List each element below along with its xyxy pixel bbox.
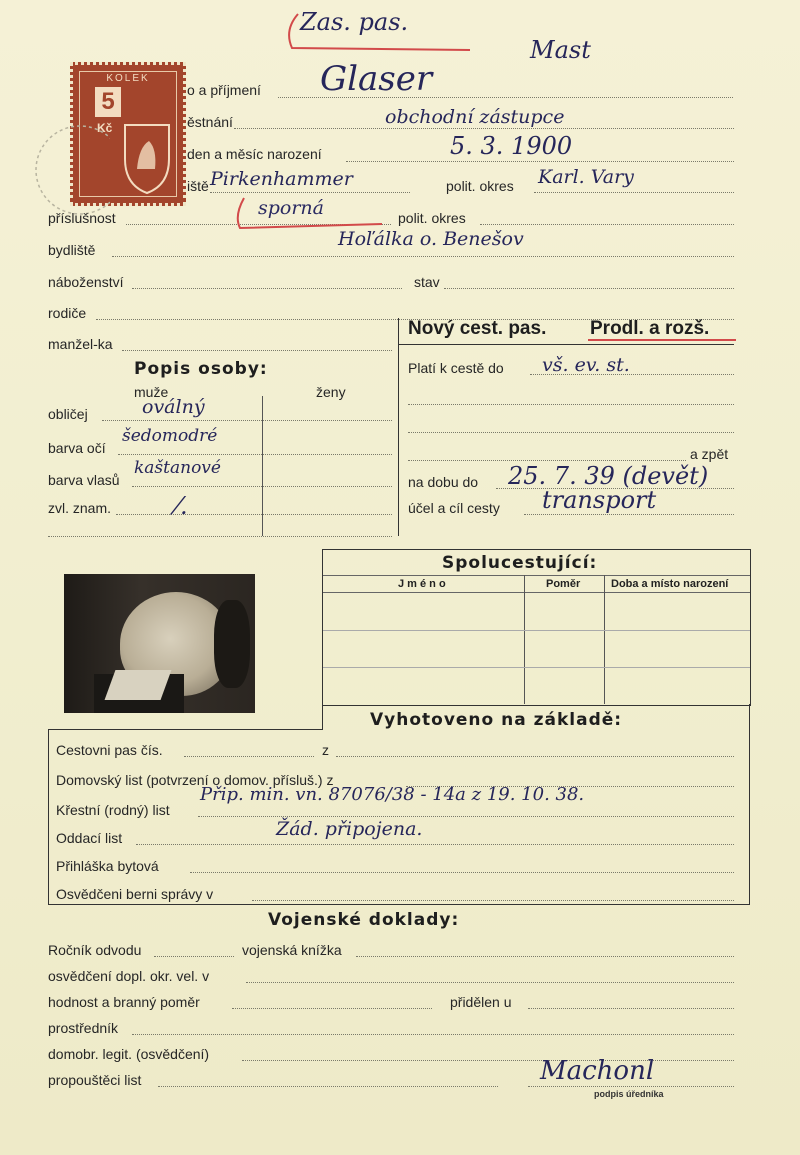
- label-cert: osvědčení dopl. okr. vel. v: [48, 968, 210, 984]
- annotation-right: Mast: [530, 36, 591, 64]
- value-citizenship: sporná: [258, 197, 324, 219]
- value-occupation: obchodní zástupce: [385, 106, 565, 128]
- value-name: Glaser: [320, 59, 433, 99]
- label-housing: Přihláška bytová: [56, 858, 159, 874]
- label-tax: Osvědčeni berni správy v: [56, 886, 214, 902]
- value-hair: kaštanové: [134, 458, 221, 478]
- companions-col-birth: Doba a místo narození: [611, 578, 729, 590]
- label-until: na dobu do: [408, 474, 479, 490]
- label-birthdate: den a měsíc narození: [187, 146, 322, 162]
- value-eyes: šedomodré: [122, 426, 218, 446]
- label-intermediary: prostředník: [48, 1020, 119, 1036]
- companions-col-name: J m é n o: [398, 578, 446, 590]
- portrait-photo: [64, 574, 255, 713]
- value-valid: vš. ev. st.: [542, 354, 630, 376]
- label-face: obličej: [48, 406, 88, 422]
- label-passport-no: Cestovni pas čís.: [56, 742, 163, 758]
- value-district1: Karl. Vary: [538, 166, 634, 188]
- value-birthdate: 5. 3. 1900: [450, 132, 573, 160]
- postmark-circle: [20, 110, 113, 220]
- passport-title: Nový cest. pas.: [408, 318, 547, 339]
- value-residence: Hoľálka o. Benešov: [338, 228, 524, 250]
- label-hair: barva vlasů: [48, 472, 120, 488]
- value-until: 25. 7. 39 (devět): [508, 462, 709, 490]
- description-title: Popis osoby:: [134, 359, 268, 379]
- stamp-currency: Kč: [97, 121, 113, 135]
- col-women: ženy: [316, 384, 346, 400]
- label-assigned: přidělen u: [450, 994, 512, 1010]
- label-residence: bydliště: [48, 242, 96, 258]
- label-marriage: Oddací list: [56, 830, 123, 846]
- military-title: Vojenské doklady:: [268, 910, 460, 930]
- label-rank: hodnost a branný poměr: [48, 994, 200, 1010]
- red-bracket-mark: [280, 8, 480, 58]
- stamp-value: 5: [95, 87, 121, 117]
- label-domicile: Domovský list (potvrzení o domov. přísluš.) z: [56, 772, 334, 788]
- value-purpose: transport: [542, 486, 657, 514]
- label-return: a zpět: [690, 446, 729, 462]
- label-district1: polit. okres: [446, 178, 514, 194]
- label-name: o a příjmení: [187, 82, 261, 98]
- label-district2: polit. okres: [398, 210, 466, 226]
- value-baptism: Přip. min. vn. 87076/38 - 14a z 19. 10. 38.: [200, 784, 585, 805]
- label-book: vojenská knížka: [242, 942, 342, 958]
- stamp-text: KOLEK: [106, 73, 150, 84]
- official-signature: Machonl: [540, 1056, 655, 1086]
- label-religion: náboženství: [48, 274, 124, 290]
- label-citizenship: příslušnost: [48, 210, 116, 226]
- passport-title-extra: Prodl. a rozš.: [590, 318, 710, 339]
- label-birthplace: iště: [187, 178, 209, 194]
- companions-title: Spolucestující:: [442, 553, 598, 573]
- label-year: Ročník odvodu: [48, 942, 142, 958]
- value-birthplace: Pirkenhammer: [210, 168, 353, 190]
- lion-emblem-icon: [117, 119, 177, 195]
- label-purpose: účel a cíl cesty: [408, 500, 500, 516]
- signature-label: podpis úředníka: [594, 1089, 664, 1099]
- label-marks: zvl. znam.: [48, 500, 112, 516]
- issued-title: Vyhotoveno na základě:: [370, 710, 623, 730]
- value-face: oválný: [142, 396, 205, 418]
- label-status: stav: [414, 274, 440, 290]
- label-eyes: barva očí: [48, 440, 106, 456]
- label-discharge: propouštěci list: [48, 1072, 142, 1088]
- label-spouse: manžel-ka: [48, 336, 113, 352]
- label-passport-from: z: [322, 742, 329, 758]
- label-parents: rodiče: [48, 305, 87, 321]
- annotation-top: Zas. pas.: [300, 8, 409, 36]
- companions-col-relation: Poměr: [546, 578, 581, 590]
- value-marriage: Žád. připojena.: [276, 818, 423, 840]
- value-marks: ⁄.: [176, 492, 188, 520]
- label-legit: domobr. legit. (osvědčení): [48, 1046, 210, 1062]
- label-baptism: Křestní (rodný) list: [56, 802, 170, 818]
- label-valid: Platí k cestě do: [408, 360, 504, 376]
- label-occupation: ěstnání: [187, 114, 233, 130]
- col-men: muže: [134, 384, 169, 400]
